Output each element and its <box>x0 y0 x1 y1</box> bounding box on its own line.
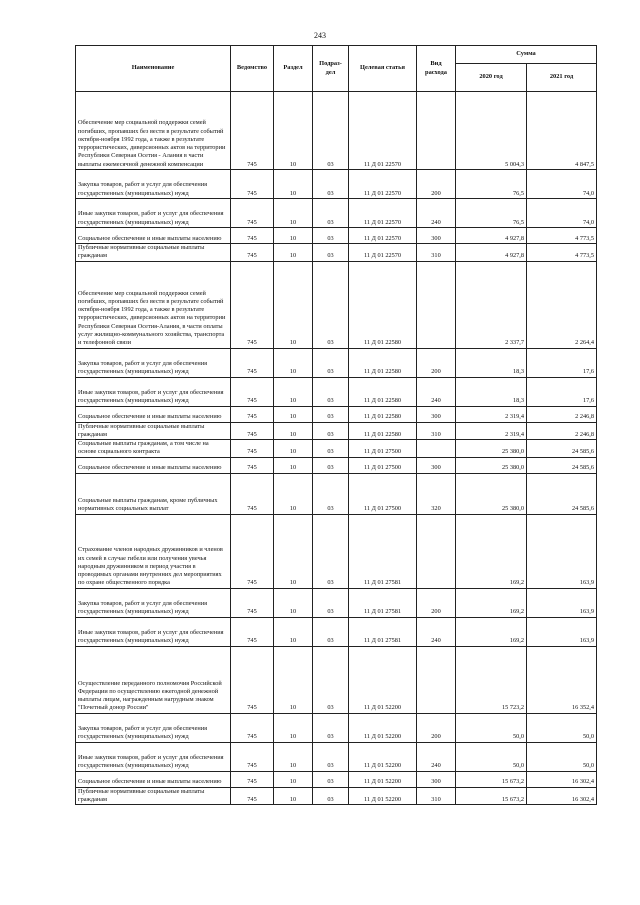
row-name: Иные закупки товаров, работ и услуг для обеспечения государственных (муниципальных) нужд <box>76 742 231 771</box>
table-row <box>76 377 597 406</box>
table-row <box>76 713 597 742</box>
row-amount-2021: 4 847,5 <box>527 92 597 170</box>
row-vid <box>417 514 456 588</box>
page-number: 243 <box>314 31 326 40</box>
row-amount-2021: 4 773,5 <box>527 228 597 244</box>
row-celevaya: 11 Д 01 27581 <box>349 514 417 588</box>
row-podrazdel: 03 <box>313 261 349 348</box>
row-amount-2021: 16 302,4 <box>527 787 597 805</box>
row-ved: 745 <box>231 713 274 742</box>
table-row <box>76 228 597 244</box>
table-row <box>76 440 597 458</box>
row-celevaya: 11 Д 01 22580 <box>349 261 417 348</box>
row-celevaya: 11 Д 01 27581 <box>349 588 417 617</box>
row-amount-2020: 169,2 <box>456 588 527 617</box>
row-name: Закупка товаров, работ и услуг для обеспечения государственных (муниципальных) нужд <box>76 170 231 199</box>
row-name: Публичные нормативные социальные выплаты гражданам <box>76 787 231 805</box>
row-amount-2021: 24 585,6 <box>527 457 597 473</box>
row-name: Социальное обеспечение и иные выплаты населению <box>76 228 231 244</box>
row-name: Социальные выплаты гражданам, кроме публичных нормативных социальных выплат <box>76 473 231 514</box>
row-ved: 745 <box>231 261 274 348</box>
row-amount-2021: 74,0 <box>527 170 597 199</box>
row-vid: 240 <box>417 377 456 406</box>
row-vid <box>417 261 456 348</box>
row-vid: 200 <box>417 170 456 199</box>
row-celevaya: 11 Д 01 27500 <box>349 457 417 473</box>
row-razdel: 10 <box>274 377 313 406</box>
row-name: Страхование членов народных дружинников и членов их семей в случае гибели или получения увечья народным дружинником в период участия в проводимых органами внутренних дел мероприятиях по охране общественного порядка <box>76 514 231 588</box>
row-amount-2021: 163,9 <box>527 588 597 617</box>
row-vid: 310 <box>417 422 456 440</box>
row-celevaya: 11 Д 01 22570 <box>349 228 417 244</box>
header-name: Наименование <box>76 46 231 92</box>
row-razdel: 10 <box>274 199 313 228</box>
row-razdel: 10 <box>274 244 313 262</box>
row-vid: 240 <box>417 742 456 771</box>
row-ved: 745 <box>231 406 274 422</box>
row-podrazdel: 03 <box>313 228 349 244</box>
row-podrazdel: 03 <box>313 787 349 805</box>
row-amount-2021: 17,6 <box>527 348 597 377</box>
row-amount-2021: 2 246,8 <box>527 406 597 422</box>
row-razdel: 10 <box>274 588 313 617</box>
table-row <box>76 170 597 199</box>
row-amount-2020: 76,5 <box>456 199 527 228</box>
row-ved: 745 <box>231 646 274 713</box>
row-podrazdel: 03 <box>313 348 349 377</box>
header-summa: Сумма <box>456 46 597 64</box>
row-amount-2020: 4 927,8 <box>456 244 527 262</box>
row-razdel: 10 <box>274 713 313 742</box>
row-podrazdel: 03 <box>313 617 349 646</box>
row-name: Социальные выплаты гражданам, а том числе на основе социального контракта <box>76 440 231 458</box>
row-celevaya: 11 Д 01 22580 <box>349 406 417 422</box>
budget-table <box>75 45 597 805</box>
row-razdel: 10 <box>274 348 313 377</box>
row-ved: 745 <box>231 92 274 170</box>
row-amount-2021: 74,0 <box>527 199 597 228</box>
row-amount-2021: 17,6 <box>527 377 597 406</box>
row-ved: 745 <box>231 170 274 199</box>
row-amount-2020: 2 337,7 <box>456 261 527 348</box>
row-celevaya: 11 Д 01 22580 <box>349 422 417 440</box>
row-amount-2021: 163,9 <box>527 514 597 588</box>
table-row <box>76 473 597 514</box>
row-ved: 745 <box>231 457 274 473</box>
row-amount-2021: 163,9 <box>527 617 597 646</box>
row-razdel: 10 <box>274 514 313 588</box>
row-ved: 745 <box>231 228 274 244</box>
row-amount-2021: 16 302,4 <box>527 771 597 787</box>
row-ved: 745 <box>231 787 274 805</box>
table-row <box>76 406 597 422</box>
row-ved: 745 <box>231 588 274 617</box>
row-amount-2020: 25 380,0 <box>456 473 527 514</box>
row-podrazdel: 03 <box>313 713 349 742</box>
row-razdel: 10 <box>274 92 313 170</box>
row-vid: 300 <box>417 457 456 473</box>
row-celevaya: 11 Д 01 22570 <box>349 199 417 228</box>
row-ved: 745 <box>231 377 274 406</box>
row-podrazdel: 03 <box>313 457 349 473</box>
row-amount-2020: 2 319,4 <box>456 422 527 440</box>
row-celevaya: 11 Д 01 52200 <box>349 713 417 742</box>
row-podrazdel: 03 <box>313 646 349 713</box>
row-celevaya: 11 Д 01 52200 <box>349 742 417 771</box>
row-celevaya: 11 Д 01 52200 <box>349 646 417 713</box>
row-amount-2020: 18,3 <box>456 348 527 377</box>
header-razdel: Раздел <box>274 46 313 92</box>
row-amount-2021: 2 246,8 <box>527 422 597 440</box>
row-vid <box>417 646 456 713</box>
row-amount-2021: 50,0 <box>527 713 597 742</box>
row-razdel: 10 <box>274 440 313 458</box>
row-amount-2020: 15 723,2 <box>456 646 527 713</box>
row-amount-2020: 76,5 <box>456 170 527 199</box>
row-name: Закупка товаров, работ и услуг для обеспечения государственных (муниципальных) нужд <box>76 588 231 617</box>
row-name: Иные закупки товаров, работ и услуг для обеспечения государственных (муниципальных) нужд <box>76 199 231 228</box>
table-row <box>76 244 597 262</box>
row-celevaya: 11 Д 01 27581 <box>349 617 417 646</box>
table-row <box>76 457 597 473</box>
row-name: Иные закупки товаров, работ и услуг для обеспечения государственных (муниципальных) нужд <box>76 377 231 406</box>
row-ved: 745 <box>231 473 274 514</box>
row-vid <box>417 440 456 458</box>
row-amount-2021: 16 352,4 <box>527 646 597 713</box>
row-vid: 300 <box>417 228 456 244</box>
row-amount-2020: 25 380,0 <box>456 440 527 458</box>
row-celevaya: 11 Д 01 52200 <box>349 787 417 805</box>
row-amount-2020: 169,2 <box>456 617 527 646</box>
row-vid: 300 <box>417 406 456 422</box>
row-amount-2021: 2 264,4 <box>527 261 597 348</box>
row-podrazdel: 03 <box>313 742 349 771</box>
row-celevaya: 11 Д 01 27500 <box>349 440 417 458</box>
row-amount-2020: 15 673,2 <box>456 787 527 805</box>
header-vid: Вид расхода <box>417 46 456 92</box>
row-celevaya: 11 Д 01 52200 <box>349 771 417 787</box>
row-vid: 310 <box>417 787 456 805</box>
row-vid: 200 <box>417 348 456 377</box>
row-amount-2020: 2 319,4 <box>456 406 527 422</box>
header-ved: Ведомство <box>231 46 274 92</box>
row-razdel: 10 <box>274 261 313 348</box>
row-name: Обеспечение мер социальной поддержки семей погибших, пропавших без вести в результате событий октября-ноября 1992 года, а также в результате террористических, диверсионных актов на территории Республики Северная Осетия - Алания в части выплаты ежемесячной денежной компенсации <box>76 92 231 170</box>
row-name: Социальное обеспечение и иные выплаты населению <box>76 406 231 422</box>
row-celevaya: 11 Д 01 22570 <box>349 92 417 170</box>
row-name: Закупка товаров, работ и услуг для обеспечения государственных (муниципальных) нужд <box>76 713 231 742</box>
header-year-2021: 2021 год <box>527 64 597 92</box>
row-razdel: 10 <box>274 787 313 805</box>
row-amount-2020: 169,2 <box>456 514 527 588</box>
header-podrazdel: Подраз-дел <box>313 46 349 92</box>
row-vid: 240 <box>417 199 456 228</box>
row-razdel: 10 <box>274 422 313 440</box>
row-razdel: 10 <box>274 742 313 771</box>
header-celevaya: Целевая статья <box>349 46 417 92</box>
row-razdel: 10 <box>274 406 313 422</box>
row-name: Закупка товаров, работ и услуг для обеспечения государственных (муниципальных) нужд <box>76 348 231 377</box>
table-row <box>76 92 597 170</box>
row-ved: 745 <box>231 199 274 228</box>
row-amount-2021: 24 585,6 <box>527 473 597 514</box>
row-name: Иные закупки товаров, работ и услуг для обеспечения государственных (муниципальных) нужд <box>76 617 231 646</box>
row-name: Публичные нормативные социальные выплаты гражданам <box>76 244 231 262</box>
row-razdel: 10 <box>274 771 313 787</box>
row-podrazdel: 03 <box>313 473 349 514</box>
table-row <box>76 422 597 440</box>
row-amount-2021: 50,0 <box>527 742 597 771</box>
row-podrazdel: 03 <box>313 170 349 199</box>
row-ved: 745 <box>231 440 274 458</box>
table-row <box>76 199 597 228</box>
row-razdel: 10 <box>274 646 313 713</box>
row-podrazdel: 03 <box>313 377 349 406</box>
table-row <box>76 787 597 805</box>
row-name: Осуществление переданного полномочия Российской Федерации по осуществлению ежегодной денежной выплаты лицам, награжденным нагрудным знаком "Почетный донор России" <box>76 646 231 713</box>
table-row <box>76 348 597 377</box>
row-ved: 745 <box>231 742 274 771</box>
row-vid: 310 <box>417 244 456 262</box>
row-ved: 745 <box>231 771 274 787</box>
row-razdel: 10 <box>274 457 313 473</box>
row-amount-2020: 50,0 <box>456 742 527 771</box>
row-vid: 240 <box>417 617 456 646</box>
row-podrazdel: 03 <box>313 588 349 617</box>
row-ved: 745 <box>231 244 274 262</box>
row-amount-2020: 15 673,2 <box>456 771 527 787</box>
row-podrazdel: 03 <box>313 440 349 458</box>
row-vid <box>417 92 456 170</box>
row-podrazdel: 03 <box>313 514 349 588</box>
row-celevaya: 11 Д 01 22580 <box>349 348 417 377</box>
row-amount-2020: 5 004,3 <box>456 92 527 170</box>
table-row <box>76 771 597 787</box>
row-celevaya: 11 Д 01 22570 <box>349 170 417 199</box>
row-celevaya: 11 Д 01 27500 <box>349 473 417 514</box>
row-ved: 745 <box>231 348 274 377</box>
row-name: Публичные нормативные социальные выплаты гражданам <box>76 422 231 440</box>
row-amount-2020: 25 380,0 <box>456 457 527 473</box>
row-amount-2020: 50,0 <box>456 713 527 742</box>
row-amount-2021: 4 773,5 <box>527 244 597 262</box>
row-name: Социальное обеспечение и иные выплаты населению <box>76 457 231 473</box>
row-ved: 745 <box>231 514 274 588</box>
table-row <box>76 261 597 348</box>
row-vid: 200 <box>417 588 456 617</box>
row-razdel: 10 <box>274 170 313 199</box>
row-podrazdel: 03 <box>313 199 349 228</box>
header-year-2020: 2020 год <box>456 64 527 92</box>
table-row <box>76 742 597 771</box>
row-ved: 745 <box>231 617 274 646</box>
row-podrazdel: 03 <box>313 92 349 170</box>
table-row <box>76 588 597 617</box>
table-row <box>76 514 597 588</box>
row-razdel: 10 <box>274 228 313 244</box>
row-amount-2020: 4 927,8 <box>456 228 527 244</box>
table-row <box>76 617 597 646</box>
row-name: Обеспечение мер социальной поддержки семей погибших, пропавших без вести в результате событий октября-ноября 1992 года, а также в результате террористических, диверсионных актов на территории Республики Северная Осетия-Алания, в части оплаты услуг жилищно-коммунального хозяйства, транспорта и телефонной связи <box>76 261 231 348</box>
row-vid: 320 <box>417 473 456 514</box>
row-razdel: 10 <box>274 473 313 514</box>
row-celevaya: 11 Д 01 22580 <box>349 377 417 406</box>
row-podrazdel: 03 <box>313 406 349 422</box>
row-ved: 745 <box>231 422 274 440</box>
table-body <box>76 92 597 805</box>
row-podrazdel: 03 <box>313 422 349 440</box>
row-name: Социальное обеспечение и иные выплаты населению <box>76 771 231 787</box>
row-amount-2021: 24 585,6 <box>527 440 597 458</box>
row-amount-2020: 18,3 <box>456 377 527 406</box>
row-podrazdel: 03 <box>313 244 349 262</box>
table-row <box>76 646 597 713</box>
row-razdel: 10 <box>274 617 313 646</box>
row-podrazdel: 03 <box>313 771 349 787</box>
row-vid: 200 <box>417 713 456 742</box>
row-celevaya: 11 Д 01 22570 <box>349 244 417 262</box>
row-vid: 300 <box>417 771 456 787</box>
